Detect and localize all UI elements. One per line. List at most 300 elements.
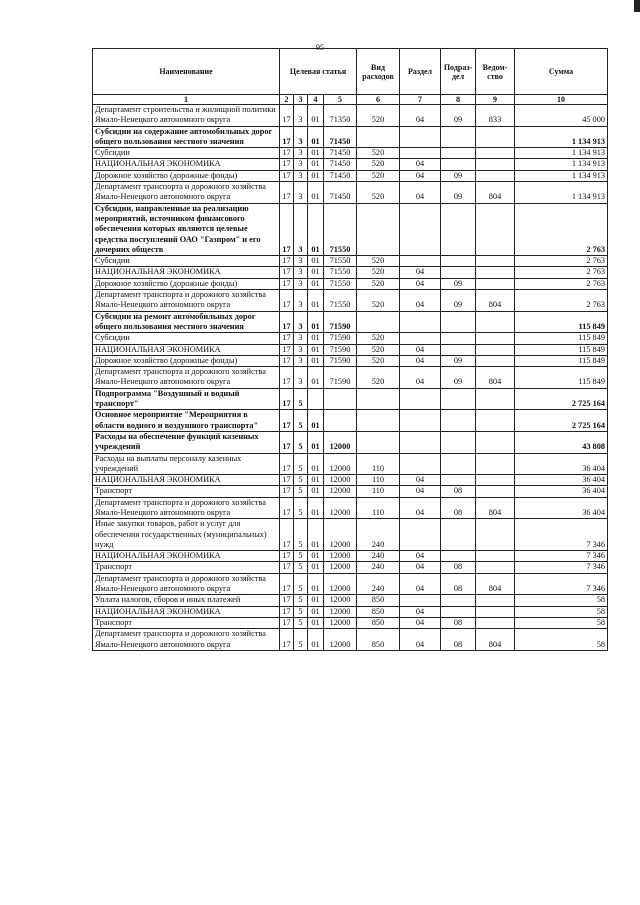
code-program: 17 xyxy=(280,267,294,278)
code-podrazdel xyxy=(441,595,476,606)
row-name: НАЦИОНАЛЬНАЯ ЭКОНОМИКА xyxy=(93,344,280,355)
code-razdel xyxy=(400,203,441,255)
code-activity: 01 xyxy=(308,159,324,170)
code-activity: 01 xyxy=(308,617,324,628)
column-number: 5 xyxy=(324,95,357,105)
table-row xyxy=(93,410,608,432)
code-activity: 01 xyxy=(308,519,324,551)
row-name: НАЦИОНАЛЬНАЯ ЭКОНОМИКА xyxy=(93,551,280,562)
code-vid xyxy=(357,410,400,432)
code-razdel: 04 xyxy=(400,475,441,486)
code-activity: 01 xyxy=(308,410,324,432)
code-razdel xyxy=(400,519,441,551)
code-direction: 71550 xyxy=(324,203,357,255)
code-razdel: 04 xyxy=(400,278,441,289)
table-row xyxy=(93,475,608,486)
header-vedom: Ведом- ство xyxy=(476,49,515,95)
table-row xyxy=(93,256,608,267)
column-number: 1 xyxy=(93,95,280,105)
code-activity: 01 xyxy=(308,431,324,453)
code-vid: 520 xyxy=(357,148,400,159)
code-activity: 01 xyxy=(308,497,324,519)
code-vedom xyxy=(476,410,515,432)
header-vid: Вид расходов xyxy=(357,49,400,95)
code-vid: 240 xyxy=(357,519,400,551)
code-vedom xyxy=(476,126,515,148)
column-number: 3 xyxy=(294,95,308,105)
table-row xyxy=(93,453,608,475)
code-subprogram: 3 xyxy=(294,333,308,344)
code-subprogram: 3 xyxy=(294,105,308,127)
code-podrazdel xyxy=(441,148,476,159)
code-direction: 71450 xyxy=(324,159,357,170)
code-direction: 71350 xyxy=(324,105,357,127)
code-direction xyxy=(324,410,357,432)
code-podrazdel xyxy=(441,333,476,344)
row-name: Транспорт xyxy=(93,562,280,573)
code-vid: 240 xyxy=(357,562,400,573)
code-direction: 71450 xyxy=(324,126,357,148)
code-program: 17 xyxy=(280,562,294,573)
code-subprogram: 5 xyxy=(294,475,308,486)
code-podrazdel xyxy=(441,256,476,267)
code-activity: 01 xyxy=(308,453,324,475)
code-subprogram: 5 xyxy=(294,410,308,432)
table-row xyxy=(93,344,608,355)
header-summa: Сумма xyxy=(515,49,608,95)
code-vid: 520 xyxy=(357,105,400,127)
code-program: 17 xyxy=(280,595,294,606)
table-row xyxy=(93,311,608,333)
table-row xyxy=(93,182,608,204)
code-vedom: 804 xyxy=(476,573,515,595)
code-podrazdel xyxy=(441,453,476,475)
code-direction: 71550 xyxy=(324,290,357,312)
row-sum: 2 763 xyxy=(515,267,608,278)
code-podrazdel xyxy=(441,267,476,278)
row-sum: 2 763 xyxy=(515,256,608,267)
code-program: 17 xyxy=(280,290,294,312)
code-direction: 12000 xyxy=(324,497,357,519)
code-program: 17 xyxy=(280,105,294,127)
code-razdel: 04 xyxy=(400,617,441,628)
code-direction: 12000 xyxy=(324,453,357,475)
code-vedom: 804 xyxy=(476,629,515,651)
code-razdel: 04 xyxy=(400,159,441,170)
row-sum: 115 849 xyxy=(515,333,608,344)
code-podrazdel xyxy=(441,203,476,255)
row-sum: 1 134 913 xyxy=(515,159,608,170)
row-sum: 115 849 xyxy=(515,355,608,366)
code-podrazdel xyxy=(441,551,476,562)
code-razdel xyxy=(400,256,441,267)
code-program: 17 xyxy=(280,367,294,389)
code-vedom xyxy=(476,431,515,453)
code-direction: 71450 xyxy=(324,182,357,204)
code-activity: 01 xyxy=(308,148,324,159)
code-vid: 240 xyxy=(357,551,400,562)
code-direction: 12000 xyxy=(324,519,357,551)
row-sum: 36 404 xyxy=(515,475,608,486)
row-sum: 2 763 xyxy=(515,278,608,289)
row-name: Подпрограмма "Воздушный и водный транспорт" xyxy=(93,388,280,410)
code-direction: 12000 xyxy=(324,551,357,562)
row-sum: 7 346 xyxy=(515,519,608,551)
code-vid: 240 xyxy=(357,573,400,595)
row-name: Субсидии xyxy=(93,256,280,267)
row-sum: 2 725 164 xyxy=(515,410,608,432)
code-program: 17 xyxy=(280,159,294,170)
row-name: Расходы на обеспечение функций казенных учреждений xyxy=(93,431,280,453)
code-activity: 01 xyxy=(308,629,324,651)
code-vedom: 804 xyxy=(476,182,515,204)
column-numbers-row xyxy=(93,95,608,105)
code-vid: 520 xyxy=(357,278,400,289)
table-row xyxy=(93,367,608,389)
code-program: 17 xyxy=(280,182,294,204)
code-razdel: 04 xyxy=(400,367,441,389)
code-podrazdel xyxy=(441,159,476,170)
code-vid: 520 xyxy=(357,355,400,366)
code-podrazdel: 09 xyxy=(441,355,476,366)
code-subprogram: 5 xyxy=(294,629,308,651)
code-vedom xyxy=(476,333,515,344)
column-number: 10 xyxy=(515,95,608,105)
code-direction: 71590 xyxy=(324,367,357,389)
code-podrazdel xyxy=(441,431,476,453)
header-razdel: Раздел xyxy=(400,49,441,95)
code-program: 17 xyxy=(280,573,294,595)
row-name: Департамент транспорта и дорожного хозяйства Ямало-Ненецкого автономного округа xyxy=(93,367,280,389)
code-razdel xyxy=(400,410,441,432)
code-vid xyxy=(357,431,400,453)
code-subprogram: 5 xyxy=(294,486,308,497)
row-sum: 2 763 xyxy=(515,203,608,255)
code-direction: 71590 xyxy=(324,311,357,333)
code-direction: 12000 xyxy=(324,475,357,486)
code-vid xyxy=(357,311,400,333)
table-row xyxy=(93,105,608,127)
code-podrazdel: 09 xyxy=(441,290,476,312)
code-vedom xyxy=(476,311,515,333)
code-vedom xyxy=(476,606,515,617)
code-direction: 12000 xyxy=(324,595,357,606)
code-program: 17 xyxy=(280,355,294,366)
code-podrazdel: 09 xyxy=(441,367,476,389)
code-subprogram: 3 xyxy=(294,367,308,389)
table-row xyxy=(93,606,608,617)
code-vid: 520 xyxy=(357,367,400,389)
table-row xyxy=(93,355,608,366)
row-name: Департамент транспорта и дорожного хозяйства Ямало-Ненецкого автономного округа xyxy=(93,182,280,204)
column-number: 7 xyxy=(400,95,441,105)
code-subprogram: 5 xyxy=(294,551,308,562)
code-razdel xyxy=(400,595,441,606)
code-subprogram: 5 xyxy=(294,617,308,628)
row-sum: 36 404 xyxy=(515,453,608,475)
code-vedom xyxy=(476,475,515,486)
code-subprogram: 3 xyxy=(294,170,308,181)
row-name: Расходы на выплаты персоналу казенных учреждений xyxy=(93,453,280,475)
code-subprogram: 5 xyxy=(294,497,308,519)
code-vid xyxy=(357,388,400,410)
code-activity: 01 xyxy=(308,333,324,344)
code-activity: 01 xyxy=(308,486,324,497)
scan-corner-mark xyxy=(634,0,640,12)
code-podrazdel xyxy=(441,410,476,432)
code-razdel: 04 xyxy=(400,344,441,355)
row-sum: 7 346 xyxy=(515,573,608,595)
code-program: 17 xyxy=(280,256,294,267)
code-direction: 12000 xyxy=(324,431,357,453)
code-program: 17 xyxy=(280,344,294,355)
code-vid: 520 xyxy=(357,170,400,181)
code-program: 17 xyxy=(280,475,294,486)
code-vid: 520 xyxy=(357,256,400,267)
row-name: Субсидии xyxy=(93,333,280,344)
code-podrazdel: 08 xyxy=(441,486,476,497)
header-name: Наименование xyxy=(93,49,280,95)
code-activity: 01 xyxy=(308,551,324,562)
code-direction: 12000 xyxy=(324,573,357,595)
code-podrazdel: 09 xyxy=(441,182,476,204)
code-activity: 01 xyxy=(308,290,324,312)
code-program: 17 xyxy=(280,551,294,562)
row-name: Субсидии на содержание автомобильных дорог общего пользования местного значения xyxy=(93,126,280,148)
row-name: Дорожное хозяйство (дорожные фонды) xyxy=(93,170,280,181)
row-sum: 45 000 xyxy=(515,105,608,127)
code-direction: 71590 xyxy=(324,333,357,344)
code-vid: 520 xyxy=(357,159,400,170)
code-podrazdel xyxy=(441,606,476,617)
code-vedom xyxy=(476,617,515,628)
code-razdel: 04 xyxy=(400,105,441,127)
code-program: 17 xyxy=(280,311,294,333)
code-razdel: 04 xyxy=(400,497,441,519)
code-vid: 520 xyxy=(357,344,400,355)
code-subprogram: 5 xyxy=(294,595,308,606)
code-vid: 850 xyxy=(357,629,400,651)
row-sum: 36 404 xyxy=(515,486,608,497)
code-razdel: 04 xyxy=(400,629,441,651)
code-direction: 12000 xyxy=(324,629,357,651)
code-podrazdel: 08 xyxy=(441,573,476,595)
code-vedom xyxy=(476,267,515,278)
code-vedom xyxy=(476,355,515,366)
code-activity: 01 xyxy=(308,203,324,255)
code-activity: 01 xyxy=(308,126,324,148)
code-razdel: 04 xyxy=(400,267,441,278)
row-name: Уплата налогов, сборов и иных платежей xyxy=(93,595,280,606)
code-subprogram: 5 xyxy=(294,453,308,475)
code-subprogram: 3 xyxy=(294,203,308,255)
table-row xyxy=(93,290,608,312)
row-sum: 58 xyxy=(515,617,608,628)
code-subprogram: 5 xyxy=(294,573,308,595)
table-row xyxy=(93,159,608,170)
code-direction: 12000 xyxy=(324,617,357,628)
row-sum: 1 134 913 xyxy=(515,126,608,148)
code-program: 17 xyxy=(280,629,294,651)
code-vedom xyxy=(476,453,515,475)
code-vedom xyxy=(476,203,515,255)
column-number: 4 xyxy=(308,95,324,105)
row-name: Дорожное хозяйство (дорожные фонды) xyxy=(93,355,280,366)
row-name: Транспорт xyxy=(93,617,280,628)
code-activity: 01 xyxy=(308,573,324,595)
code-program: 17 xyxy=(280,388,294,410)
page-number: 95 xyxy=(316,43,324,52)
code-podrazdel: 09 xyxy=(441,170,476,181)
code-activity: 01 xyxy=(308,311,324,333)
row-name: Субсидии, направленные на реализацию мероприятий, источником финансового обеспечения которых являются целевые средства поступлений ОАО "Газпром" и его дочерних обществ xyxy=(93,203,280,255)
column-number: 2 xyxy=(280,95,294,105)
code-program: 17 xyxy=(280,203,294,255)
row-sum: 1 134 913 xyxy=(515,170,608,181)
code-activity xyxy=(308,388,324,410)
header-podrazdel: Подраз- дел xyxy=(441,49,476,95)
code-vid: 520 xyxy=(357,267,400,278)
code-subprogram: 3 xyxy=(294,148,308,159)
code-razdel: 04 xyxy=(400,486,441,497)
code-activity: 01 xyxy=(308,105,324,127)
row-sum: 115 849 xyxy=(515,311,608,333)
code-subprogram: 5 xyxy=(294,431,308,453)
row-name: НАЦИОНАЛЬНАЯ ЭКОНОМИКА xyxy=(93,267,280,278)
code-program: 17 xyxy=(280,519,294,551)
code-podrazdel xyxy=(441,126,476,148)
row-name: НАЦИОНАЛЬНАЯ ЭКОНОМИКА xyxy=(93,475,280,486)
code-vedom xyxy=(476,170,515,181)
code-subprogram: 5 xyxy=(294,519,308,551)
budget-table xyxy=(92,48,608,651)
code-razdel xyxy=(400,453,441,475)
code-activity: 01 xyxy=(308,475,324,486)
code-direction: 12000 xyxy=(324,562,357,573)
row-sum: 2 725 164 xyxy=(515,388,608,410)
code-podrazdel xyxy=(441,311,476,333)
code-program: 17 xyxy=(280,497,294,519)
code-vid xyxy=(357,126,400,148)
row-sum: 58 xyxy=(515,606,608,617)
code-podrazdel xyxy=(441,344,476,355)
code-activity: 01 xyxy=(308,278,324,289)
code-direction: 12000 xyxy=(324,606,357,617)
code-podrazdel: 08 xyxy=(441,497,476,519)
code-razdel: 04 xyxy=(400,562,441,573)
code-activity: 01 xyxy=(308,344,324,355)
row-sum: 7 346 xyxy=(515,562,608,573)
row-name: НАЦИОНАЛЬНАЯ ЭКОНОМИКА xyxy=(93,159,280,170)
table-row xyxy=(93,595,608,606)
code-podrazdel: 08 xyxy=(441,629,476,651)
code-razdel xyxy=(400,388,441,410)
row-name: Департамент строительства и жилищной политики Ямало-Ненецкого автономного округа xyxy=(93,105,280,127)
code-razdel: 04 xyxy=(400,573,441,595)
code-direction xyxy=(324,388,357,410)
table-row xyxy=(93,203,608,255)
code-direction: 71590 xyxy=(324,355,357,366)
code-razdel: 04 xyxy=(400,355,441,366)
code-vedom: 804 xyxy=(476,367,515,389)
table-row xyxy=(93,629,608,651)
code-program: 17 xyxy=(280,333,294,344)
table-row xyxy=(93,126,608,148)
code-razdel: 04 xyxy=(400,290,441,312)
code-subprogram: 3 xyxy=(294,256,308,267)
code-vedom xyxy=(476,344,515,355)
row-sum: 58 xyxy=(515,595,608,606)
code-activity: 01 xyxy=(308,562,324,573)
code-vedom: 833 xyxy=(476,105,515,127)
code-podrazdel xyxy=(441,388,476,410)
code-direction: 12000 xyxy=(324,486,357,497)
code-program: 17 xyxy=(280,617,294,628)
code-vid: 520 xyxy=(357,333,400,344)
code-activity: 01 xyxy=(308,170,324,181)
code-vid: 850 xyxy=(357,606,400,617)
table-row xyxy=(93,573,608,595)
code-podrazdel: 08 xyxy=(441,617,476,628)
code-activity: 01 xyxy=(308,595,324,606)
code-podrazdel: 08 xyxy=(441,562,476,573)
code-vedom: 804 xyxy=(476,290,515,312)
row-name: Транспорт xyxy=(93,486,280,497)
code-direction: 71590 xyxy=(324,344,357,355)
code-direction: 71550 xyxy=(324,267,357,278)
code-direction: 71450 xyxy=(324,170,357,181)
code-vid: 110 xyxy=(357,453,400,475)
code-vedom xyxy=(476,486,515,497)
code-program: 17 xyxy=(280,431,294,453)
code-subprogram: 3 xyxy=(294,182,308,204)
code-vid: 520 xyxy=(357,182,400,204)
table-row xyxy=(93,388,608,410)
code-subprogram: 3 xyxy=(294,159,308,170)
code-razdel: 04 xyxy=(400,182,441,204)
row-sum: 36 404 xyxy=(515,497,608,519)
table-row xyxy=(93,148,608,159)
code-activity: 01 xyxy=(308,182,324,204)
code-vedom xyxy=(476,148,515,159)
code-vid xyxy=(357,203,400,255)
row-sum: 1 134 913 xyxy=(515,182,608,204)
code-activity: 01 xyxy=(308,606,324,617)
code-podrazdel xyxy=(441,519,476,551)
row-sum: 115 849 xyxy=(515,344,608,355)
row-name: НАЦИОНАЛЬНАЯ ЭКОНОМИКА xyxy=(93,606,280,617)
code-razdel xyxy=(400,333,441,344)
code-subprogram: 5 xyxy=(294,606,308,617)
code-vid: 850 xyxy=(357,595,400,606)
code-podrazdel xyxy=(441,475,476,486)
row-sum: 115 849 xyxy=(515,367,608,389)
code-program: 17 xyxy=(280,410,294,432)
code-vedom xyxy=(476,278,515,289)
row-name: Дорожное хозяйство (дорожные фонды) xyxy=(93,278,280,289)
row-name: Субсидии xyxy=(93,148,280,159)
code-vedom xyxy=(476,256,515,267)
table-row xyxy=(93,562,608,573)
code-activity: 01 xyxy=(308,267,324,278)
row-name: Основное мероприятие "Мероприятия в области водного и воздушного транспорта" xyxy=(93,410,280,432)
code-razdel xyxy=(400,126,441,148)
code-direction: 71450 xyxy=(324,148,357,159)
code-vedom xyxy=(476,595,515,606)
column-number: 9 xyxy=(476,95,515,105)
code-subprogram: 3 xyxy=(294,344,308,355)
table-row xyxy=(93,278,608,289)
